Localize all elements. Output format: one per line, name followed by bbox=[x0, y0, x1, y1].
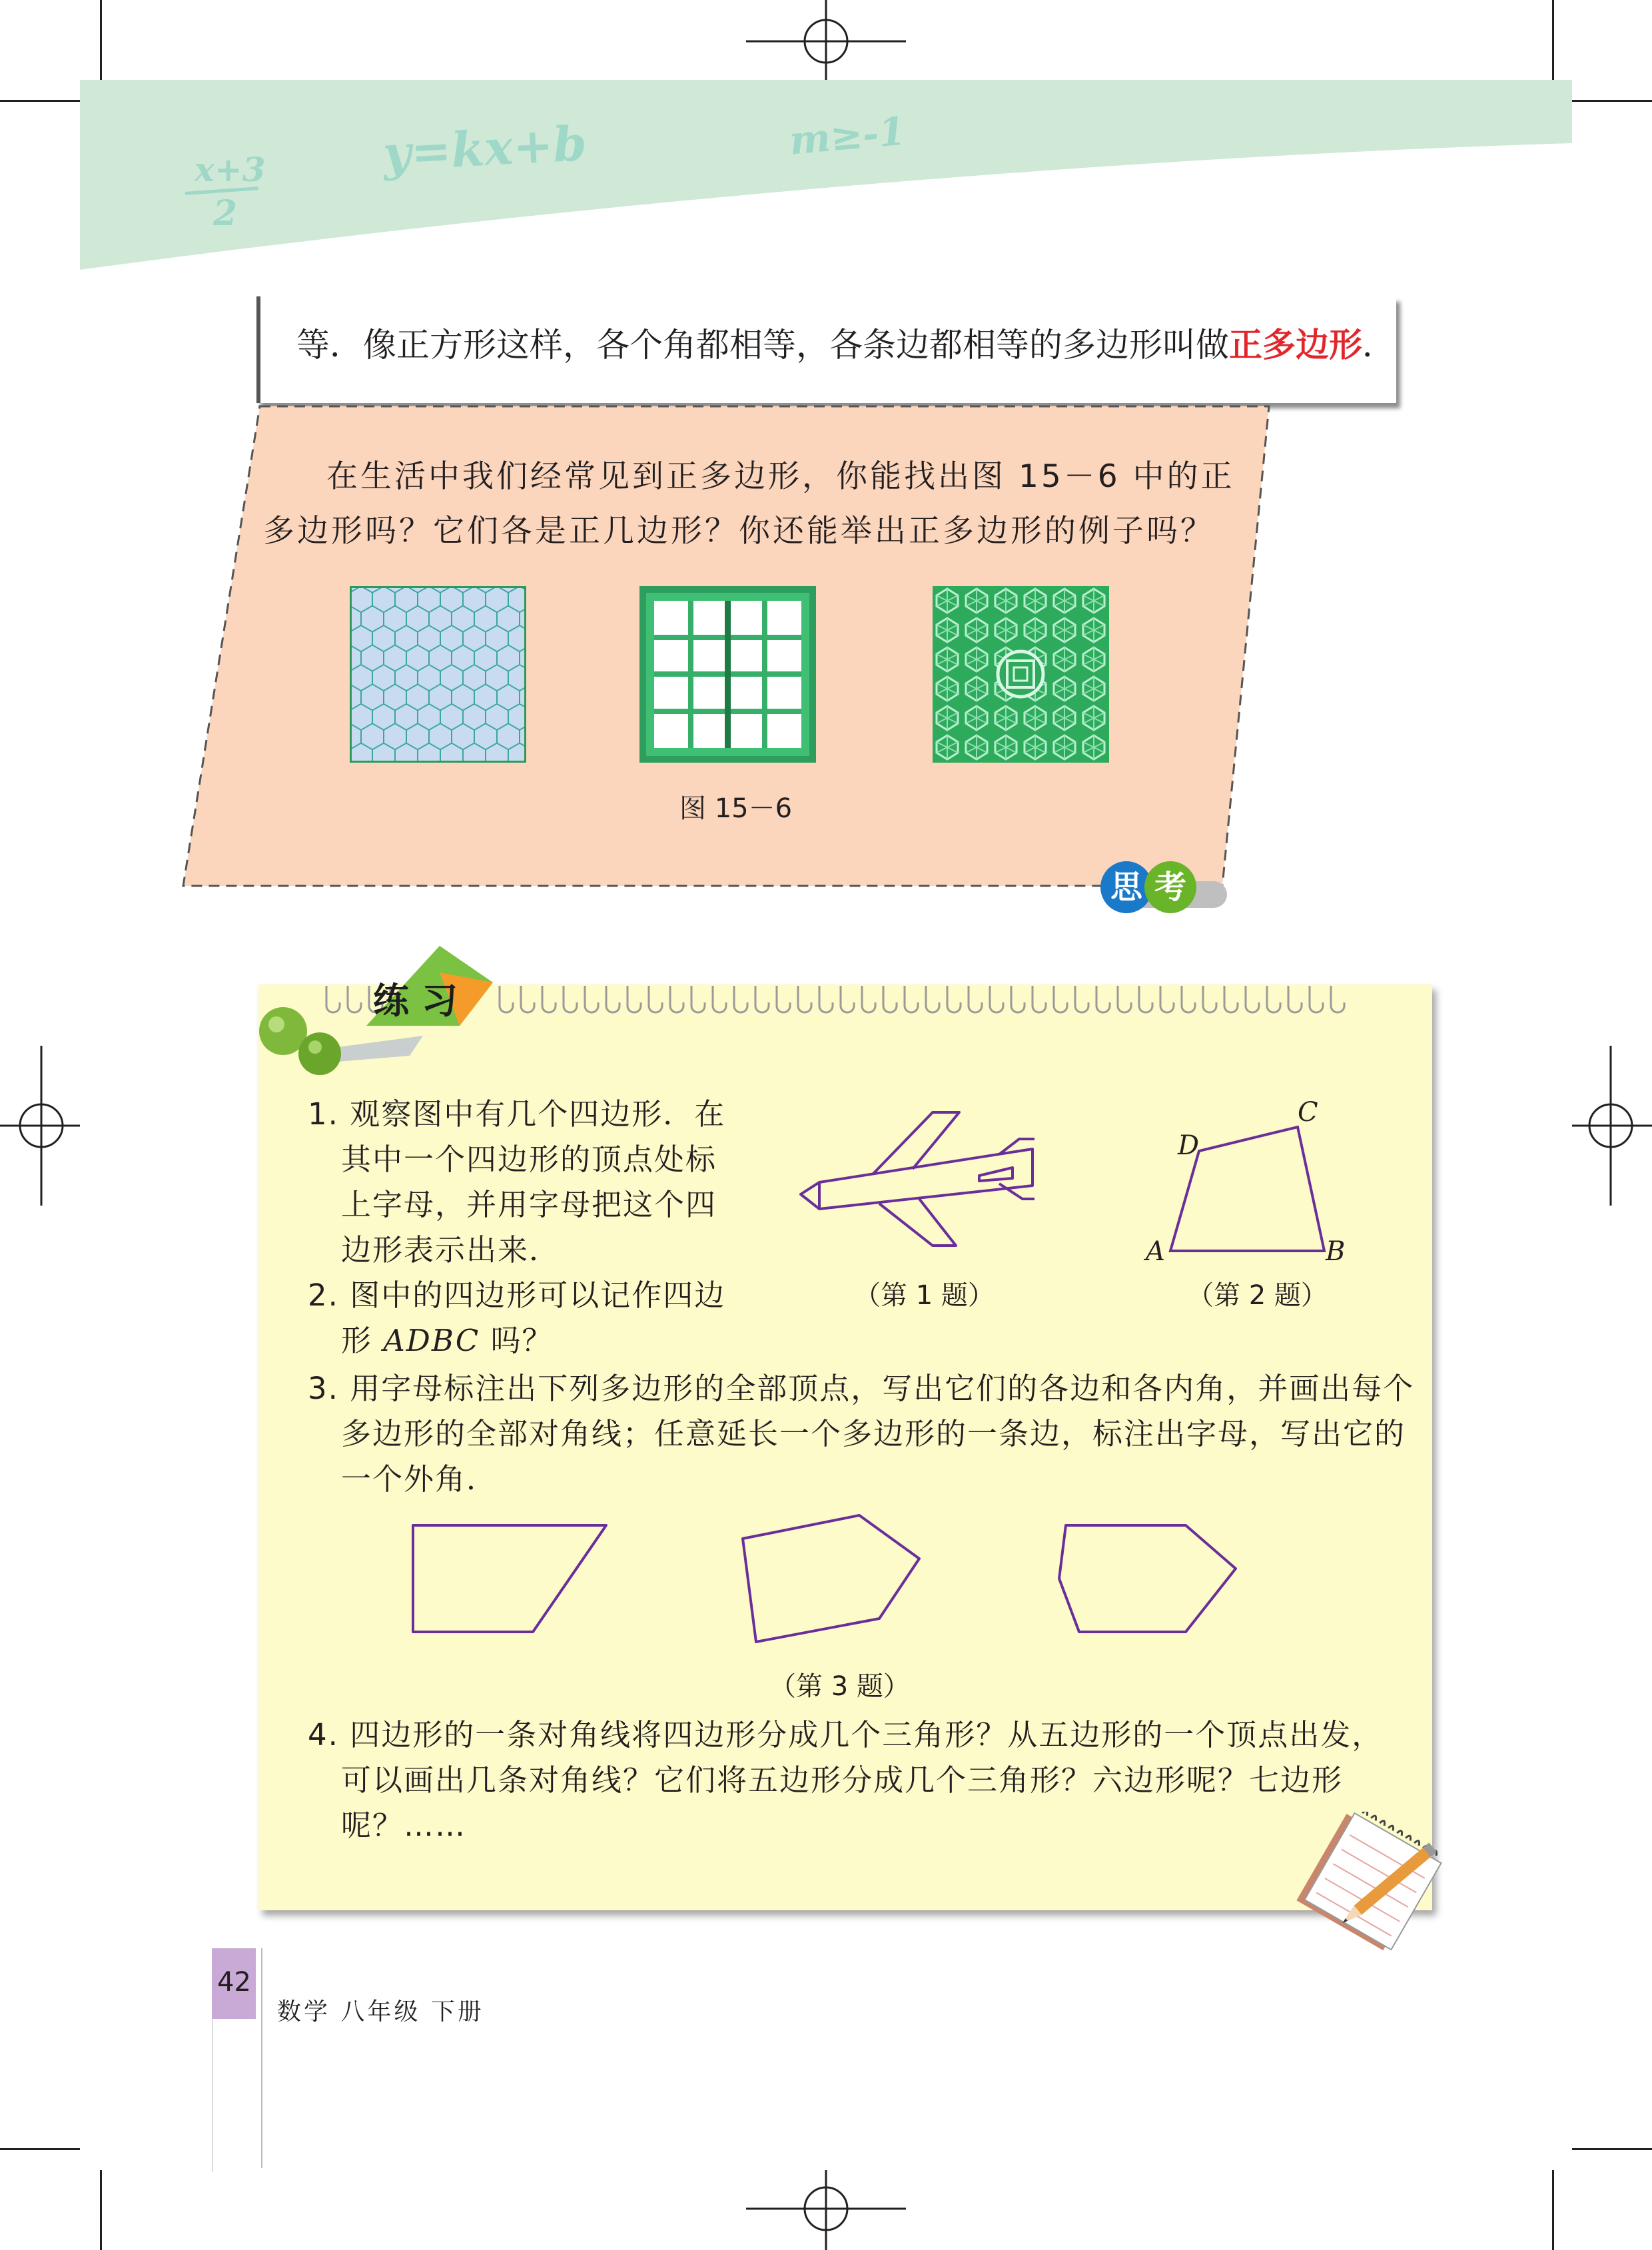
hexagon-tiling-image bbox=[350, 586, 526, 763]
question-1-line-3: 上字母，并用字母把这个四 bbox=[341, 1187, 717, 1222]
question-2-prefix: 形 bbox=[341, 1323, 384, 1358]
question-1-line-4: 边形表示出来． bbox=[341, 1232, 561, 1268]
question-3-line-1: 3. 用字母标注出下列多边形的全部顶点，写出它们的各边和各内角，并画出每个 bbox=[308, 1371, 1415, 1406]
definition-term: 正多边形 bbox=[1229, 326, 1362, 364]
footer-margin-line bbox=[261, 1948, 262, 2168]
vertex-label-b: B bbox=[1326, 1236, 1346, 1267]
question-4-line-2: 可以画出几条对角线？它们将五边形分成几个三角形？六边形呢？七边形 bbox=[341, 1762, 1344, 1798]
vertex-label-a: A bbox=[1146, 1236, 1165, 1267]
quadrilateral-name: ADBC bbox=[383, 1323, 480, 1358]
notepad-pencil-icon bbox=[1289, 1812, 1449, 1965]
definition-sentence: 等．像正方形这样，各个角都相等，各条边都相等的多边形叫做 bbox=[296, 326, 1229, 364]
think-badge-char-1: 思 bbox=[1100, 861, 1152, 913]
definition-end: ． bbox=[1362, 326, 1396, 364]
exercise-title: 练 习 bbox=[373, 980, 458, 1022]
think-line-2: 多边形吗？它们各是正几边形？你还能举出正多边形的例子吗？ bbox=[263, 513, 1214, 550]
lattice-pattern-image bbox=[933, 586, 1109, 763]
vertex-label-d: D bbox=[1178, 1130, 1200, 1161]
header-formula-linear: y=kx+b bbox=[381, 115, 588, 182]
question-3-line-3: 一个外角． bbox=[341, 1461, 498, 1497]
question-3-line-2: 多边形的全部对角线；任意延长一个多边形的一条边，标注出字母，写出它的 bbox=[341, 1416, 1406, 1451]
question-2-line-1: 2. 图中的四边形可以记作四边 bbox=[308, 1278, 726, 1313]
hexagon-shape bbox=[1059, 1525, 1236, 1632]
header-formula-fraction-bottom: 2 bbox=[213, 193, 238, 234]
question-1-line-1: 1. 观察图中有几个四边形．在 bbox=[308, 1096, 726, 1132]
vertex-label-c: C bbox=[1298, 1097, 1318, 1128]
book-title: 数学 八年级 下册 bbox=[277, 1998, 484, 2026]
think-badge-char-2: 考 bbox=[1144, 861, 1196, 913]
question-2-line-2 bbox=[341, 1317, 554, 1364]
figure-3-caption: （第 3 题） bbox=[769, 1671, 910, 1702]
footer-margin-line-left bbox=[212, 2019, 213, 2172]
figure-1-caption: （第 1 题） bbox=[854, 1280, 995, 1311]
think-line-1: 在生活中我们经常见到正多边形，你能找出图 15－6 中的正 bbox=[326, 458, 1235, 495]
question-4-line-3: 呢？…… bbox=[341, 1808, 467, 1843]
pentagon-shape bbox=[743, 1515, 919, 1642]
page-number: 42 bbox=[217, 1967, 251, 1998]
think-badge bbox=[1100, 861, 1234, 921]
question-4-line-1: 4. 四边形的一条对角线将四边形分成几个三角形？从五边形的一个顶点出发， bbox=[308, 1717, 1384, 1752]
polygons-figure bbox=[400, 1505, 1252, 1652]
figure-15-6-caption: 图 15－6 bbox=[679, 793, 793, 824]
figure-2-caption: （第 2 题） bbox=[1187, 1280, 1328, 1311]
window-image bbox=[639, 586, 816, 763]
quadrilateral-shape bbox=[413, 1525, 606, 1632]
pushpin-icon bbox=[256, 999, 430, 1092]
question-2-suffix: 吗？ bbox=[480, 1323, 554, 1358]
header-formula-fraction-top: x+3 bbox=[195, 150, 266, 189]
airplane-figure bbox=[793, 1109, 1046, 1256]
header-formula-inequality: m≥-1 bbox=[787, 108, 908, 164]
question-1-line-2: 其中一个四边形的顶点处标 bbox=[341, 1142, 717, 1177]
